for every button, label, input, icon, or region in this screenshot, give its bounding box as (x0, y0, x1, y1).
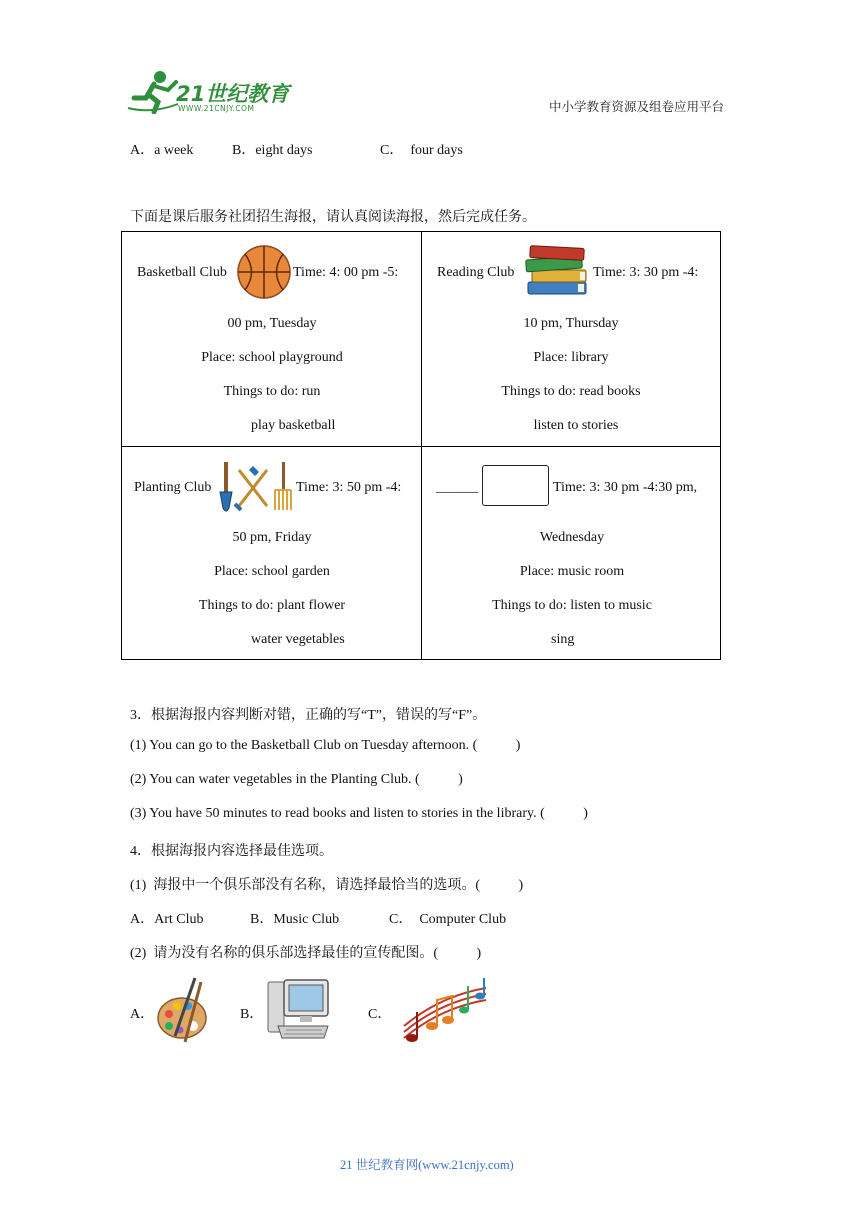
q3-item-3: (3) You have 50 minutes to read books and listen to stories in the library. ( ) (130, 806, 588, 821)
unknown-time-1: Time: 3: 30 pm -4:30 pm, (553, 480, 698, 495)
logo-text: 21世纪教育 (176, 82, 290, 106)
basketball-time-1: Time: 4: 00 pm -5: (293, 265, 399, 280)
unknown-time-2: Wednesday (539, 530, 605, 545)
reading-place: Place: library (533, 350, 609, 365)
computer-icon (266, 978, 332, 1042)
unknown-place: Place: music room (519, 564, 625, 579)
basketball-place: Place: school playground (201, 350, 343, 365)
books-icon (522, 244, 592, 298)
planting-todo-2: water vegetables (251, 632, 345, 647)
unknown-club-blank: ______ (436, 480, 478, 495)
q4-sub2: (2) 请为没有名称的俱乐部选择最佳的宣传配图。( ) (130, 946, 482, 961)
q4-option-a: A．Art Club (130, 912, 204, 927)
planting-place: Place: school garden (214, 564, 330, 579)
planting-time-2: 50 pm, Friday (232, 530, 312, 545)
header-platform-text: 中小学教育资源及组卷应用平台 (549, 100, 725, 114)
image-option-b-label: B． (240, 1007, 264, 1022)
site-logo (124, 68, 289, 116)
garden-tools-icon (217, 460, 295, 516)
logo-url: WWW.21CNJY.COM (178, 104, 255, 113)
page-footer: 21 世纪教育网(www.21cnjy.com) (340, 1158, 514, 1172)
prev-option-c: C． four days (380, 143, 463, 158)
basketball-todo-1: Things to do: run (223, 384, 321, 399)
q4-sub1: (1) 海报中一个俱乐部没有名称，请选择最恰当的选项。( ) (130, 878, 524, 893)
reading-time-1: Time: 3: 30 pm -4: (593, 265, 699, 280)
unknown-todo-2: sing (551, 632, 575, 647)
poster-divider-horizontal (122, 446, 720, 447)
reading-todo-1: Things to do: read books (501, 384, 641, 399)
reading-time-2: 10 pm, Thursday (523, 316, 619, 331)
planting-time-1: Time: 3: 50 pm -4: (296, 480, 402, 495)
reading-todo-2: listen to stories (533, 418, 619, 433)
prev-option-a: A．a week (130, 143, 194, 158)
poster-intro: 下面是课后服务社团招生海报，请认真阅读海报，然后完成任务。 (130, 210, 536, 225)
reading-club-name: Reading Club (437, 265, 515, 280)
q3-item-1: (1) You can go to the Basketball Club on Tuesday afternoon. ( ) (130, 738, 521, 753)
unknown-todo-1: Things to do: listen to music (492, 598, 652, 613)
basketball-time-2: 00 pm, Tuesday (227, 316, 317, 331)
basketball-icon (236, 244, 292, 300)
q4-title: 4．根据海报内容选择最佳选项。 (130, 844, 333, 859)
paint-palette-icon (155, 976, 209, 1046)
prev-option-b: B．eight days (232, 143, 313, 158)
q4-option-c: C． Computer Club (389, 912, 507, 927)
image-option-c-label: C． (368, 1007, 392, 1022)
basketball-todo-2: play basketball (251, 418, 336, 433)
club-poster (121, 231, 721, 660)
image-option-a-label: A． (130, 1007, 155, 1022)
q3-title: 3．根据海报内容判断对错，正确的写“T”，错误的写“F”。 (130, 708, 487, 723)
planting-todo-1: Things to do: plant flower (198, 598, 346, 613)
runner-logo-icon (124, 68, 180, 114)
basketball-club-name: Basketball Club (137, 265, 227, 280)
q4-option-b: B．Music Club (250, 912, 340, 927)
music-notes-icon (400, 976, 492, 1046)
planting-club-name: Planting Club (134, 480, 212, 495)
empty-image-box (482, 465, 549, 506)
q3-item-2: (2) You can water vegetables in the Planting Club. ( ) (130, 772, 463, 787)
